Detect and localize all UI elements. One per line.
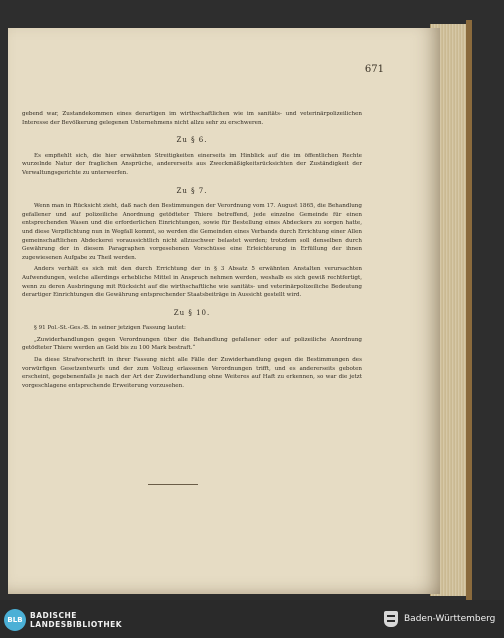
page-body-text bbox=[22, 110, 362, 393]
paragraph: gebend war, Zustandekommen eines derartigen im wirthschaftlichen wie im sanitäts- und veterinärpolizeilichen Interesse der Bevölkerung gelegenen Unternehmens nicht allzu sehr zu erschweren. bbox=[22, 111, 362, 126]
paragraph: Wenn man in Rücksicht zieht, daß nach den Bestimmungen der Verordnung vom 17. August 1865, die Behandlung gefallener und auf polizeiliche Anordnung getödteter Thiere betreffend, jede einzelne Gemeinde für einen entsprechenden Wasen und die erforderlichen Einrichtungen, sowie für Bestellung eines Abdeckers zu sorgen hatte, und diese Verpflichtung nun in Wegfall kommt, so werden die Gemeinden eines Verbands durch Errichtung einer Allen gemeinschaftlichen Abdeckerei voraussichtlich nicht allzuschwer belastet werden; trotzdem soll denselben durch Gewährung der in diesem Paragraphen vorgesehenen Vorschüsse eine Erleichterung in Erfüllung der ihnen zugewiesenen Aufgabe zu Theil werden. bbox=[22, 203, 362, 261]
footer-bar bbox=[0, 600, 504, 638]
page-number: 671 bbox=[364, 64, 384, 75]
paragraph: Es empfiehlt sich, die hier erwähnten Streitigkeiten einerseits im Hinblick auf die im öffentlichen Rechte wurzelnde Natur der fraglichen Ansprüche, andererseits aus Zweckmäßigkeitsrücksichten der Zuständigkeit der Verwaltungsgerichte zu unterwerfen. bbox=[22, 152, 362, 176]
section-heading: Zu § 7. bbox=[176, 186, 208, 195]
blb-name-line1: BADISCHE bbox=[30, 611, 77, 620]
baden-wuerttemberg-name[interactable]: Baden-Württemberg bbox=[404, 614, 496, 624]
blb-name-line2: LANDESBIBLIOTHEK bbox=[30, 620, 123, 629]
section-heading: Zu § 6. bbox=[176, 136, 208, 145]
section-heading: Zu § 10. bbox=[173, 308, 211, 317]
quoted-paragraph: „Zuwiderhandlungen gegen Verordnungen über die Behandlung gefallener oder auf polizeiliche Anordnung getödteter Thiere werden an Geld bis zu 100 Mark bestraft.“ bbox=[22, 336, 362, 352]
scanned-page bbox=[8, 28, 440, 594]
end-divider-line bbox=[148, 484, 198, 485]
book-cover-edge bbox=[466, 20, 472, 600]
blb-logo-icon[interactable]: BLB bbox=[4, 609, 26, 631]
paragraph: Da diese Strafvorschrift in ihrer Fassung nicht alle Fälle der Zuwiderhandlung gegen die Bestimmungen des vorwürfigen Gesetzentwurfs und der zum Vollzug erlassenen Verordnungen trifft, und es andererseits geboten erscheint, gegebenenfalls je nach der Art der Zuwiderhandlung ohne Weiteres auf Haft zu erkennen, so war die jetzt vorgeschlagene entsprechende Erweiterung vorzusehen. bbox=[22, 357, 362, 389]
baden-wuerttemberg-crest-icon[interactable] bbox=[384, 611, 398, 627]
blb-library-name[interactable] bbox=[30, 611, 122, 629]
paragraph: Anders verhält es sich mit den durch Errichtung der in § 3 Absatz 5 erwähnten Anstalten verursachten Aufwendungen, welche allerdings erhebliche Mittel in Anspruch nehmen werden, weshalb es sich gewiß rechtfertigt, wenn zu deren Ausbringung mit Rücksicht auf die wirthschaftliche wie sanitäts- und veterinärpolizeiliche Bedeutung derartiger Einrichtungen die Gewährung entsprechender Staatsbeiträge in Aussicht gestellt wird. bbox=[22, 266, 362, 299]
paragraph: § 91 Pol.-St.-Ges.-B. in seiner jetzigen Fassung lautet: bbox=[34, 325, 186, 332]
